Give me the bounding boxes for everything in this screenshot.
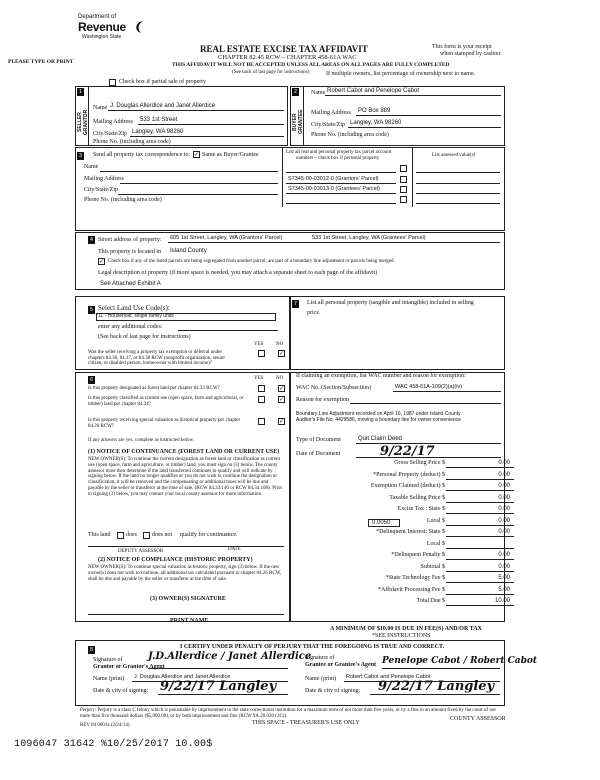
buyer-side-label: BUYER GRANTEE [292,109,304,135]
buyer-address-label: Mailing Address [311,110,351,116]
street-address-2[interactable]: 533 1st Street, Langley, WA (Grantees' Parcel) [312,235,426,241]
tax-row-line [446,502,514,503]
section-4-number: 4 [88,236,95,244]
tax-row-line [446,467,514,468]
legal-description[interactable]: See Attached Exhibit A [100,281,161,287]
tax-row-value[interactable]: 0.00 [498,460,510,466]
does-checkbox[interactable] [117,532,124,539]
tax-row-value[interactable]: 0.00 [498,552,510,558]
dept-line3: Washington State [82,34,122,40]
notice-2-title: (2) NOTICE OF COMPLIANCE (HISTORIC PROPERTY) [98,557,253,563]
seller-side-label: SELLER GRANTOR [77,109,89,135]
land-does-label: This land [88,532,111,538]
minimum-due-note: A MINIMUM OF $10.00 IS DUE IN FEE(S) AND/OR TAX [330,626,482,632]
doc-type[interactable]: Quit Claim Deed [358,436,403,442]
q1-no-header: NO [276,342,284,347]
tax-row-line [446,594,514,595]
tax-corr-name-label: Name [84,164,99,170]
county-text: This property is located in [98,249,161,255]
grantor-sig-label-2: Grantor or Grantor's Agent [93,664,165,670]
tax-row-line [446,582,514,583]
tax-row-label: Local $ [426,541,445,547]
forest-q2-no[interactable]: ✓ [279,396,285,403]
grantor-sig-label-1: Signature of [93,657,123,663]
tax-row-value[interactable]: 0.00 [498,564,510,570]
seller-name-label: Name [93,105,108,111]
grantee-name[interactable]: Robert Cabot and Penelope Cabot [346,674,431,680]
deputy-date-label: DATE [228,547,241,552]
forest-q3: Is this property receiving special valuation as historical property per chapter 84.26 RCW? [88,418,241,429]
grantor-signature[interactable]: J.D.Allerdice / Janet Allerdice [148,651,312,662]
same-as-buyer-checkbox[interactable]: ✓ [194,151,200,158]
section-3-number: 3 [77,152,84,160]
parcel-2[interactable]: S7345-00-03013-0 (Grantees' Parcel) [288,186,380,192]
dor-swoosh-icon [133,20,145,34]
buyer-city[interactable]: Langley, WA 98260 [350,120,402,126]
form-warning: THIS AFFIDAVIT WILL NOT BE ACCEPTED UNLESS ALL AREAS ON ALL PAGES ARE FULLY COMPLETED [172,62,450,68]
forest-yes-header: YES [254,376,264,381]
deputy-assessor-label: DEPUTY ASSESSOR [118,549,164,554]
tax-row-label: *Delinquent Interest: State $ [376,529,445,535]
parcel-header-2: numbers – check box if personal property [296,156,380,161]
seller-exemption-question: Was the seller receiving a property tax exemption or deferral under chapters 84.36, 84.37, or 84.38 RCW (nonprofit organization, senior citizen, or disabled person, homeowner with limited income)? [88,350,226,366]
same-as-buyer-label: Same as Buyer/Grantee [202,152,259,158]
personal-property-text-1: List all personal property (tangible and intangible) included in selling [307,300,474,306]
seller-name[interactable]: J. Douglas Allerdice and Janet Allerdice [110,103,216,109]
forest-no-header: NO [276,376,284,381]
segregated-text: Check box if any of the listed parcels are being segregated from another parcel, are part of a boundary line adjustment or parcels being merged. [108,259,395,264]
seller-address[interactable]: 533 1st Street [140,117,178,123]
tax-row-value[interactable]: 10.00 [494,598,510,604]
grantee-sig-label-1: Signature of [305,655,335,661]
parcel-row1-pp-checkbox[interactable] [400,165,407,172]
street-label: Street address of property: [98,237,162,243]
tax-row-label: Excise Tax : State $ [397,506,445,512]
partial-sale-label: Check box if partial sale of property [119,79,206,85]
receipt-note-1: This form is your receipt [432,44,492,50]
grantor-name-label: Name (print) [93,676,125,682]
parcel-row4-pp-checkbox[interactable] [400,196,407,203]
local-rate: 0.0050 [372,520,391,526]
form-subtitle: CHAPTER 82.45 RCW – CHAPTER 458-61A WAC [218,54,357,61]
notice-1-title: (1) NOTICE OF CONTINUANCE (FOREST LAND OR CURRENT USE) [88,449,280,455]
grantee-date-label: Date & city of signing: [305,688,361,694]
segregated-checkbox[interactable]: ✓ [99,258,105,265]
section-6-number: 6 [88,376,95,384]
exemption-intro: If claiming an exemption, list WAC number and reason for exemption: [296,373,466,379]
tax-corr-label: Send all property tax correspondence to: [93,152,191,158]
reason-label: Reason for exemption [296,397,349,403]
back-note: (See back of last page for instructions) [232,70,310,75]
doc-date-label: Date of Document [296,451,341,457]
tax-row-value[interactable]: 5.00 [498,587,510,593]
forest-q1-no[interactable]: ✓ [279,385,285,392]
section-2-number: 2 [292,88,299,96]
tax-row-label: *Affidavit Processing Fee $ [377,587,445,593]
tax-row-value[interactable]: 0.00 [498,506,510,512]
reason-line-1[interactable]: Boundary Line Adjustment recorded on April 10, 1987 under Island County [296,411,461,417]
grantor-name[interactable]: J. Douglas Allerdice and Janet Allerdice [134,674,231,680]
perjury-notice: Perjury: Perjury is a class C felony which is punishable by imprisonment in the state correctional institution for a maximum term of not more than five years, or by a fine in an amount fixed by the court of not more than five thousand dollars ($5,000.00), or by both imprisonment and fine (RCW 9A.20.020 (1C)). [80,708,496,719]
see-instructions: *SEE INSTRUCTIONS [372,633,431,639]
reason-line-2[interactable]: Auditor's File No. 4429586, moving a boundary line for owner convenience [296,417,461,423]
seller-address-label: Mailing Address [93,119,133,125]
tax-row-label: Local $ [426,518,445,524]
seller-city[interactable]: Langley, WA 98260 [132,129,184,135]
doc-date[interactable]: 9/22/17 [380,444,435,459]
tax-row-label: Subtotal $ [420,564,445,570]
section-1-number: 1 [77,88,84,96]
tax-row-value[interactable]: 0.00 [498,495,510,501]
buyer-address[interactable]: PO Box 889 [358,108,391,114]
print-name-label: PRINT NAME [170,618,209,624]
tax-row-value[interactable]: 0.00 [498,472,510,478]
wac-number[interactable]: WAC 458-61A-109(2)(a)(iv) [395,384,463,390]
multiple-owners-note: If multiple owners, list percentage of ownership next to name. [326,71,476,77]
section-5-number: 5 [88,306,95,314]
buyer-phone-label: Phone No. (including area code) [311,132,389,138]
receipt-note-2: when stamped by cashier. [440,51,502,57]
section-7-number: 7 [292,300,299,308]
buyer-city-label: City/State/Zip [311,122,345,128]
tax-row-line [446,559,514,560]
forest-q1-yes[interactable] [258,385,265,392]
street-address-1[interactable]: 605 1st Street, Langley, WA (Grantors' Parcel) [170,235,283,241]
parcel-1[interactable]: S7345-00-03012-0 (Grantors' Parcel) [288,176,379,182]
tax-row-label: Gross Selling Price $ [394,460,445,466]
doc-type-label: Type of Document [296,437,341,443]
tax-row-label: Total Due $ [416,598,445,604]
personal-property-text-2: price. [307,310,321,316]
personal-property-section [290,296,505,370]
cashier-stamp: 1096047 31642 %10/25/2017 10.00$ [14,739,213,750]
parcel-row2-pp-checkbox[interactable] [400,176,407,183]
wac-label: WAC No. (Section/Subsection) [296,385,372,391]
assessed-value-header: List assessed value(s) [432,153,476,158]
grantee-date-city[interactable]: 9/22/17 Langley [378,679,495,694]
qualify-label: qualify for continuance. [180,532,238,538]
q1-no-checkbox[interactable]: ✓ [279,350,285,357]
county-assessor-label: COUNTY ASSESSOR [450,716,506,722]
tax-corr-city-label: City/State/Zip [84,187,118,193]
county-value[interactable]: Island County [170,248,207,254]
form-revision: REV 84 0001a (2/24/14) [80,723,130,728]
form-title: REAL ESTATE EXCISE TAX AFFIDAVIT [200,44,368,54]
tax-row-line [446,513,514,514]
q1-yes-checkbox[interactable] [258,350,265,357]
land-use-code: 11 - Household, single family units [98,313,174,319]
partial-sale-checkbox[interactable] [109,79,116,86]
tax-row-label: Taxable Selling Price $ [389,495,445,501]
tax-row-line [446,479,514,480]
grantee-sig-label-2: Grantee or Grantee's Agent [305,662,377,668]
section-8-number: 8 [88,646,95,654]
grantor-date-city[interactable]: 9/22/17 Langley [160,679,277,694]
tax-row-line [446,536,514,537]
tax-row-line [446,548,514,549]
tax-row-label: *Personal Property (deduct) $ [373,472,445,478]
forest-any-yes: If any answers are yes, complete as instructed below. [88,438,195,443]
certify-text: I CERTIFY UNDER PENALTY OF PERJURY THAT THE FOREGOING IS TRUE AND CORRECT. [180,644,445,650]
parcel-header-1: List all real and personal property tax parcel account [286,150,392,155]
does-not-label: does not [152,532,173,538]
tax-corr-phone-label: Phone No. (including area code) [84,197,162,203]
buyer-name[interactable]: Robert Cabot and Penelope Cabot [327,88,420,94]
forest-q3-yes[interactable] [258,418,265,425]
grantee-signature[interactable]: Penelope Cabot / Robert Cabot [382,656,538,666]
tax-row-value[interactable]: 0.00 [498,483,510,489]
grantee-name-label: Name (print) [305,676,337,682]
land-use-label: Select Land Use Code(s): [98,304,170,312]
tax-row-value[interactable]: 0.00 [498,529,510,535]
forest-q1: Is this property designated as forest land per chapter 84.33 RCW? [88,386,220,391]
grantor-date-label: Date & city of signing: [93,688,149,694]
legal-description-label: Legal description of property (if more space is needed, you may attach a separate sheet to each page of the affidavit) [98,270,378,276]
dept-line1: Department of [78,14,117,20]
dor-logo [78,14,148,54]
owner-signature-label: (3) OWNER(S) SIGNATURE [150,596,226,602]
forest-q2-yes[interactable] [258,396,265,403]
seller-phone-label: Phone No. (including area code) [93,139,171,145]
tax-row-label: Exemption Claimed (deduct) $ [370,483,445,489]
tax-row-value[interactable]: 5.00 [498,575,510,581]
tax-row-line [446,605,514,606]
notice-2-body: NEW OWNER(S): To continue special valuation as historic property, sign (3) below. If the new owner(s) does not wish to continue, all additional tax calculated pursuant to chapter 84.26 RCW, shall be due and payable by the seller or transferor at the time of sale. [88,565,282,582]
tax-row-line [446,571,514,572]
tax-row-line [446,490,514,491]
tax-row-label: *Delinquent Penalty $ [391,552,445,558]
does-not-checkbox[interactable] [143,532,150,539]
tax-row-line [446,525,514,526]
notice-1-body: NEW OWNER(S): To continue the current designation as forest land or classification as current use (open space, farm and agriculture, or timber) land, you must sign on (3) below. The county assessor must then determine if the land transferred continues to qualify and will indicate by signing below. If the land no longer qualifies or you do not wish to continue the designation or classification, it will be removed and the compensating or additional taxes will be due and payable by the seller or transferor at the time of sale. (RCW 84.33.140 or RCW 84.34.108). Prior to signing (3) below, you may contact your local county assessor for more information. [88,457,283,497]
q1-yes-header: YES [254,342,264,347]
treasurer-use-label: THIS SPACE - TREASURER'S USE ONLY [252,720,360,726]
forest-q3-no[interactable]: ✓ [279,418,285,425]
additional-codes-label: enter any additional codes: [98,324,163,330]
parcel-row3-pp-checkbox[interactable] [400,186,407,193]
tax-row-value[interactable]: 0.00 [498,518,510,524]
tax-row-label: *State Technology Fee $ [385,575,445,581]
dept-line2: Revenue [78,20,126,34]
forest-q2: Is this property classified as current use (open space, farm and agricultural, or timber) land per chapter 84.34? [88,396,244,407]
print-note: PLEASE TYPE OR PRINT [8,59,74,65]
tax-corr-address-label: Mailing Address [84,176,124,182]
does-label: does [126,532,137,538]
buyer-name-label: Name [311,90,326,96]
land-use-back-note: (See back of last page for instructions) [98,334,191,340]
seller-city-label: City/State/Zip [93,131,127,137]
